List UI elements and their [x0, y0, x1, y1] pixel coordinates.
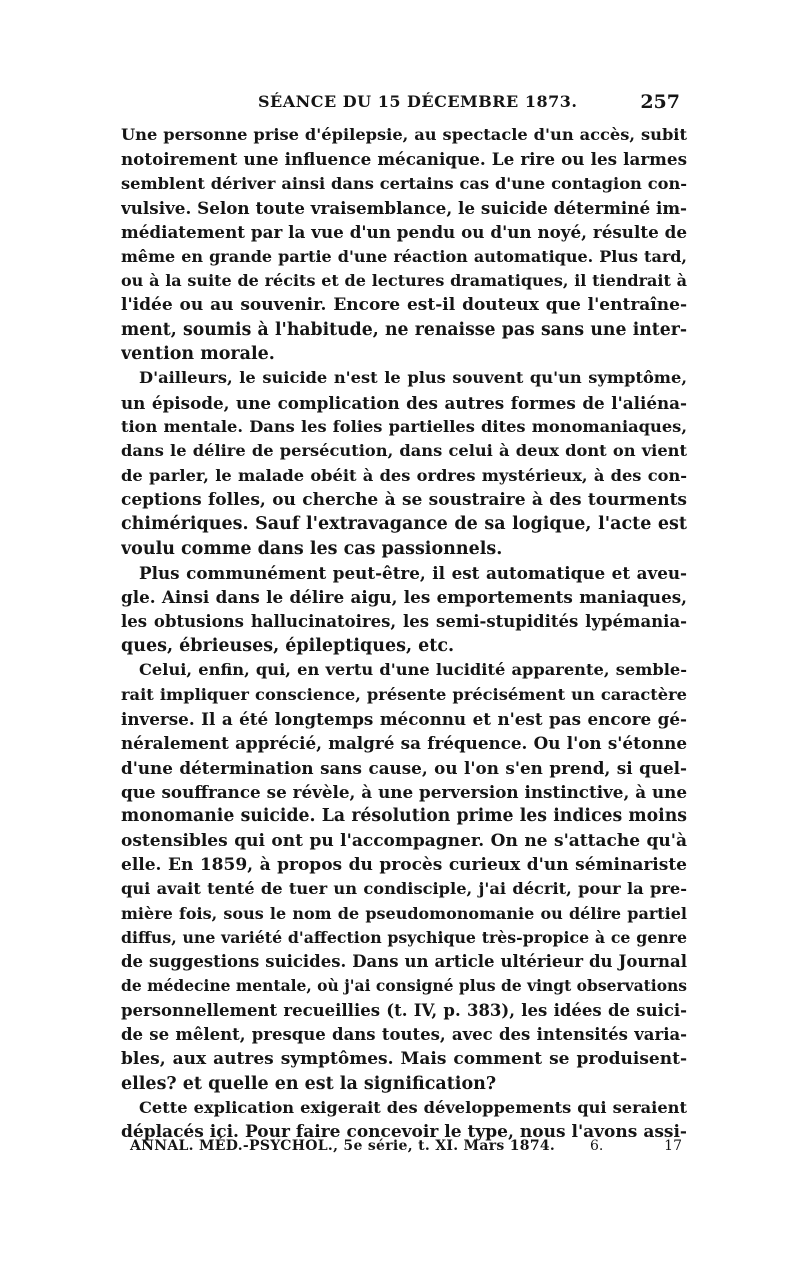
- text-line: monomanie suicide. La résolution prime les indices moins: [121, 806, 687, 827]
- text-line: rait impliquer conscience, présente précisément un caractère: [121, 684, 687, 704]
- page-footer: [130, 1138, 682, 1160]
- text-line: Cette explication exigerait des développements qui seraient: [139, 1098, 687, 1118]
- text-line: personnellement recueillies (t. IV, p. 383), les idées de suici-: [121, 1000, 687, 1020]
- text-line: gle. Ainsi dans le délire aigu, les emportements maniaques,: [121, 587, 687, 608]
- text-line: diffus, une variété d'affection psychique très-propice à ce genre: [121, 927, 687, 947]
- text-line: même en grande partie d'une réaction automatique. Plus tard,: [121, 246, 687, 266]
- text-line: néralement apprécié, malgré sa fréquence. Ou l'on s'étonne: [121, 733, 687, 754]
- text-line: dans le délire de persécution, dans celui à deux dont on vient: [121, 441, 687, 461]
- text-line: ques, ébrieuses, épileptiques, etc.: [121, 635, 455, 656]
- running-head: SÉANCE DU 15 DÉCEMBRE 1873.: [258, 92, 578, 111]
- text-line: semblent dériver ainsi dans certains cas d'une contagion con-: [121, 173, 687, 193]
- text-line: un épisode, une complication des autres formes de l'aliéna-: [121, 392, 687, 413]
- text-line: ou à la suite de récits et de lectures dramatiques, il tiendrait à: [121, 270, 687, 290]
- text-line: de parler, le malade obéit à des ordres mystérieux, à des con-: [121, 465, 687, 485]
- body-text: [121, 123, 687, 1145]
- text-line: que souffrance se révèle, à une perversion instinctive, à une: [121, 781, 687, 802]
- footer-gathering-mark: 6.: [590, 1138, 604, 1154]
- page-header: [120, 92, 680, 116]
- text-line: Une personne prise d'épilepsie, au spectacle d'un accès, subit: [121, 125, 687, 144]
- text-line: d'une détermination sans cause, ou l'on s'en prend, si quel-: [121, 757, 687, 778]
- text-line: Plus communément peut-être, il est automatique et aveu-: [139, 562, 687, 583]
- text-line: tion mentale. Dans les folies partielles dites monomaniaques,: [121, 416, 687, 436]
- text-line: D'ailleurs, le suicide n'est le plus souvent qu'un symptôme,: [139, 368, 687, 388]
- page-number: 257: [640, 91, 680, 113]
- text-line: vention morale.: [121, 343, 275, 364]
- footer-sheet-number: 17: [664, 1138, 682, 1154]
- text-line: Celui, enfin, qui, en vertu d'une lucidité apparente, semble-: [139, 660, 687, 680]
- text-line: inverse. Il a été longtemps méconnu et n'est pas encore gé-: [121, 708, 687, 729]
- text-line: vulsive. Selon toute vraisemblance, le suicide déterminé im-: [121, 197, 687, 218]
- text-line: médiatement par la vue d'un pendu ou d'un noyé, résulte de: [121, 222, 687, 243]
- text-line: l'idée ou au souvenir. Encore est-il douteux que l'entraîne-: [121, 295, 687, 316]
- text-line: mière fois, sous le nom de pseudomonomanie ou délire partiel: [121, 903, 687, 923]
- text-line: les obtusions hallucinatoires, les semi-stupidités lypémania-: [121, 611, 687, 631]
- text-line: qui avait tenté de tuer un condisciple, j'ai décrit, pour la pre-: [121, 879, 687, 899]
- text-line: elles? et quelle en est la signification?: [121, 1073, 497, 1094]
- text-line: de médecine mentale, où j'ai consigné plus de vingt observations: [121, 976, 687, 996]
- text-line: ostensibles qui ont pu l'accompagner. On ne s'attache qu'à: [121, 830, 687, 851]
- text-line: notoirement une influence mécanique. Le rire ou les larmes: [121, 149, 687, 170]
- text-line: ceptions folles, ou cherche à se soustraire à des tourments: [121, 489, 687, 510]
- text-line: de suggestions suicides. Dans un article ultérieur du Journal: [121, 952, 687, 972]
- text-line: bles, aux autres symptômes. Mais comment se produisent-: [121, 1049, 687, 1070]
- text-line: voulu comme dans les cas passionnels.: [121, 538, 503, 559]
- text-line: chimériques. Sauf l'extravagance de sa logique, l'acte est: [121, 514, 687, 535]
- footer-signature: ANNAL. MÉD.-PSYCHOL., 5e série, t. XI. Mars 1874.: [130, 1138, 556, 1154]
- text-line: déplacés ici. Pour faire concevoir le type, nous l'avons assi-: [121, 1122, 687, 1143]
- text-line: elle. En 1859, à propos du procès curieux d'un séminariste: [121, 854, 687, 875]
- text-line: de se mêlent, presque dans toutes, avec des intensités varia-: [121, 1025, 687, 1045]
- text-line: ment, soumis à l'habitude, ne renaisse pas sans une inter-: [121, 319, 687, 340]
